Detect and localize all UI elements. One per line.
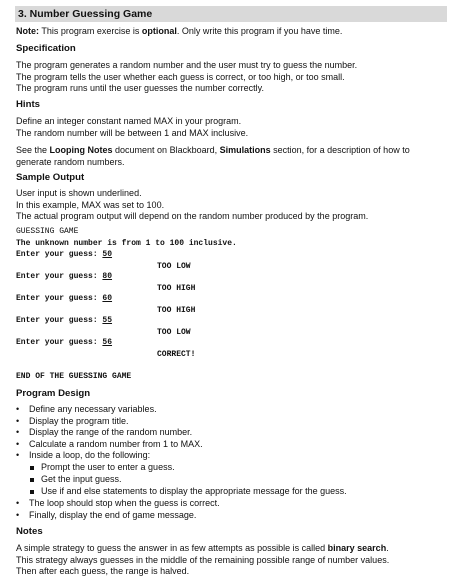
console-guess: 56 [102, 338, 113, 347]
console-response: TOO LOW [157, 328, 191, 337]
note-optional: optional [141, 26, 177, 36]
bullet-icon: • [16, 415, 20, 426]
specification-line: The program runs until the user guesses the number correctly. [16, 83, 264, 93]
console-prompt-line [16, 337, 112, 348]
console-response: TOO HIGH [157, 284, 196, 293]
square-bullet-icon [30, 466, 34, 470]
sample-output-line: In this example, MAX was set to 100. [16, 199, 165, 210]
looping-notes-ref: Looping Notes [49, 145, 113, 155]
console-response: TOO HIGH [157, 306, 196, 315]
note-post: . Only write this program if you have time. [176, 26, 343, 36]
console-prompt-line [16, 315, 112, 326]
console-response: TOO LOW [157, 262, 191, 271]
square-bullet-icon [30, 490, 34, 494]
console-title: GUESSING GAME [16, 227, 79, 236]
console-guess: 55 [102, 316, 113, 325]
notes-line: This strategy always guesses in the middle of the remaining possible range of number values. [16, 554, 390, 565]
bullet-icon: • [16, 427, 20, 437]
console-guess: 50 [102, 250, 113, 259]
document-page: 3. Number Guessing Game Note: This program exercise is optional. Only write this program if you have time. Specification The program generates a random number and the user must try to guess the number. The program tells the user whether each guess is correct, or too high, or too small. The program runs until the user guesses the number correctly. Hints Define an integer constant named MAX in your program. The random number will be between 1 and MAX inclusive. See the Looping Notes document on Blackboard, Simulations section, for a description of how to generate random numbers. Sample Output User input is shown underlined. In this example, MAX was set to 100. The actual program output will depend on the random number produced by the program. GUESSING GAME The unknown number is from 1 to 100 inclusive. Enter your guess: 50 TOO LOW Enter your guess: 80 TOO HIGH Enter your guess: 60 TOO HIGH Enter your guess: 55 TOO LOW Enter your guess: 56 CORRECT! END OF THE GUESSING GAME Program Design • Define any necessary variables. • Display the program title. • Display the range of the random number. • Calculate a random number from 1 to MAX. • Inside a loop, do the following: Prompt the user to enter a guess. Get the input guess. Use if and else statements to display the appropriate message for the guess. • The loop should stop when the guess is correct. • Finally, display the end of game message. Notes A simple strategy to guess the answer in as few attempts as possible is called binary search. This strategy always guesses in the middle of the remaining possible range of number values. Then after each guess, the range is halved. [0, 0, 458, 587]
hints-line: The random number will be between 1 and MAX inclusive. [16, 127, 249, 138]
specification-line: The program tells the user whether each guess is correct, or too high, or too small. [16, 71, 345, 82]
hints-see-mid: document on Blackboard, [112, 145, 220, 155]
console-prompt: Enter your guess: [16, 294, 103, 303]
console-prompt-line [16, 271, 112, 282]
console-prompt: Enter your guess: [16, 338, 103, 347]
console-prompt: Enter your guess: [16, 250, 103, 259]
hints-see-post: section, for a description of how to [270, 145, 410, 155]
console-guess: 60 [102, 294, 113, 303]
console-prompt-line [16, 293, 112, 304]
hints-see-line [16, 145, 410, 157]
simulations-ref: Simulations [219, 145, 271, 155]
sample-output-line: User input is shown underlined. [16, 188, 142, 198]
note-label: Note: [16, 26, 39, 36]
sample-output-line: The actual program output will depend on the random number produced by the program. [16, 211, 369, 221]
hints-heading: Hints [16, 99, 40, 110]
note-line [16, 26, 342, 38]
bullet-icon: • [16, 450, 20, 460]
specification-heading: Specification [16, 43, 76, 54]
hints-see-pre: See the [16, 145, 50, 155]
bullet-icon: • [16, 498, 20, 508]
sample-output-heading: Sample Output [16, 172, 85, 183]
console-intro: The unknown number is from 1 to 100 inclusive. [16, 239, 237, 248]
notes-line: A simple strategy to guess the answer in as few attempts as possible is called binary search. [16, 543, 389, 553]
section-title: 3. Number Guessing Game [18, 8, 153, 20]
bullet-icon: • [16, 509, 20, 520]
console-prompt-line [16, 249, 112, 260]
square-bullet-icon [30, 478, 34, 482]
console-end-line: END OF THE GUESSING GAME [16, 372, 132, 381]
notes-heading: Notes [16, 526, 43, 537]
hints-see-line-2: generate random numbers. [16, 156, 125, 167]
program-design-heading: Program Design [16, 388, 91, 399]
bullet-icon: • [16, 404, 20, 414]
console-response: CORRECT! [157, 350, 196, 359]
specification-line: The program generates a random number and the user must try to guess the number. [16, 60, 358, 70]
console-prompt: Enter your guess: [16, 316, 103, 325]
section-title-bar [15, 6, 447, 22]
console-prompt: Enter your guess: [16, 272, 103, 281]
note-pre: This program exercise is [39, 26, 142, 36]
binary-search-term: binary search [327, 543, 387, 553]
console-guess: 80 [102, 272, 113, 281]
hints-line: Define an integer constant named MAX in your program. [16, 116, 242, 126]
notes-line: Then after each guess, the range is halved. [16, 566, 190, 576]
bullet-icon: • [16, 438, 20, 449]
